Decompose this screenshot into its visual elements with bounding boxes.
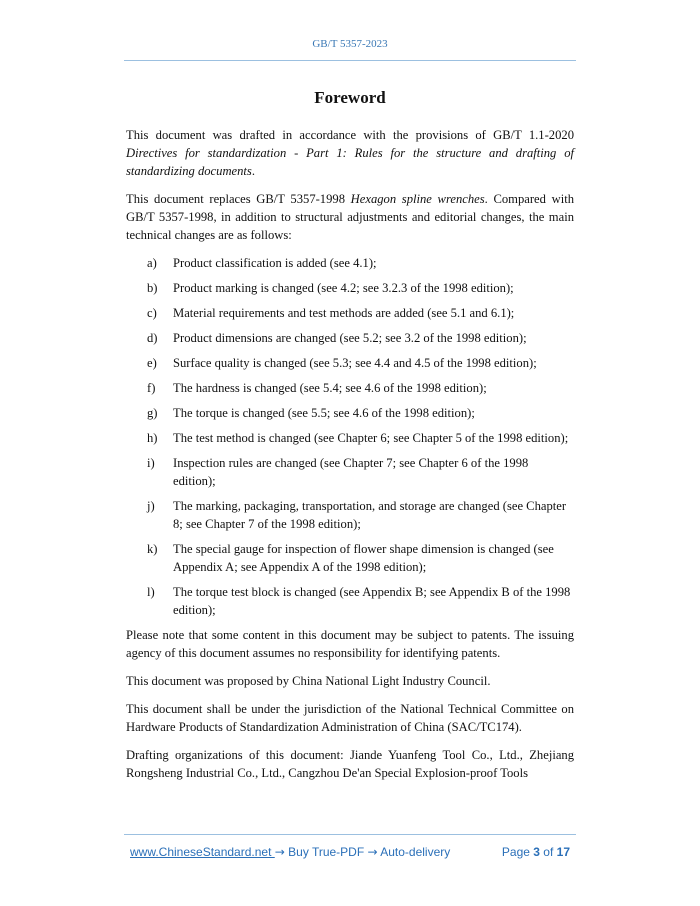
paragraph-jurisdiction: This document shall be under the jurisdiction of the National Technical Committee on Hardware Products of Standardization Administration of China (SAC/TC174). bbox=[126, 702, 574, 734]
list-item-text: Material requirements and test methods are added (see 5.1 and 6.1); bbox=[173, 306, 515, 320]
list-item-text: Surface quality is changed (see 5.3; see 4.4 and 4.5 of the 1998 edition); bbox=[173, 356, 537, 370]
page-title: Foreword bbox=[314, 88, 386, 107]
list-item bbox=[126, 329, 574, 347]
list-item bbox=[126, 379, 574, 397]
right-arrow-icon: → bbox=[367, 845, 378, 859]
list-item-text: Product marking is changed (see 4.2; see 3.2.3 of the 1998 edition); bbox=[173, 281, 514, 295]
list-item bbox=[126, 540, 574, 576]
list-item-text: The torque test block is changed (see Appendix B; see Appendix B of the 1998 edition); bbox=[173, 585, 571, 617]
list-item-text: The test method is changed (see Chapter 6; see Chapter 5 of the 1998 edition); bbox=[173, 431, 569, 445]
list-item bbox=[126, 404, 574, 422]
list-item bbox=[126, 254, 574, 272]
document-header: GB/T 5357-2023 bbox=[312, 38, 388, 50]
paragraph-text: . bbox=[251, 164, 255, 178]
replaced-standard-title-italic: Hexagon spline wrenches bbox=[350, 192, 485, 206]
list-item-text: The special gauge for inspection of flower shape dimension is changed (see Appendix A; see Appendix A of the 1998 edition); bbox=[173, 542, 554, 574]
paragraph-patents-notice: Please note that some content in this document may be subject to patents. The issuing agency of this document assumes no responsibility for identifying patents. bbox=[126, 628, 574, 660]
list-marker: l) bbox=[147, 585, 155, 599]
list-item-text: The marking, packaging, transportation, and storage are changed (see Chapter 8; see Chapter 7 of the 1998 edition); bbox=[173, 499, 567, 531]
website-link[interactable]: www.ChineseStandard.net bbox=[130, 845, 275, 859]
list-item-text: Inspection rules are changed (see Chapter 7; see Chapter 6 of the 1998 edition); bbox=[173, 456, 529, 488]
list-marker: j) bbox=[147, 499, 155, 513]
list-marker: c) bbox=[147, 306, 157, 320]
list-item bbox=[126, 279, 574, 297]
list-marker: f) bbox=[147, 381, 156, 395]
list-marker: e) bbox=[147, 356, 157, 370]
list-marker: b) bbox=[147, 281, 158, 295]
list-marker: d) bbox=[147, 331, 158, 345]
auto-delivery-text: Auto-delivery bbox=[377, 845, 451, 859]
list-item bbox=[126, 354, 574, 372]
list-item bbox=[126, 454, 574, 490]
footer-divider bbox=[124, 834, 576, 835]
page-indicator bbox=[502, 845, 570, 859]
list-item-text: The hardness is changed (see 5.4; see 4.6 of the 1998 edition); bbox=[173, 381, 487, 395]
paragraph-drafting-rules bbox=[126, 126, 574, 180]
page-of-label: of bbox=[539, 845, 557, 859]
page-current: 3 bbox=[533, 845, 540, 859]
page-label: Page bbox=[501, 845, 534, 859]
page-total: 17 bbox=[556, 845, 570, 859]
buy-pdf-text: Buy True-PDF bbox=[284, 845, 368, 859]
list-item bbox=[126, 497, 574, 533]
list-item-text: Product classification is added (see 4.1); bbox=[173, 256, 377, 270]
list-marker: i) bbox=[147, 456, 155, 470]
list-marker: k) bbox=[147, 542, 158, 556]
footer-links bbox=[130, 845, 450, 859]
list-item bbox=[126, 429, 574, 447]
list-item bbox=[126, 304, 574, 322]
paragraph-replacement bbox=[126, 190, 574, 244]
list-item-text: The torque is changed (see 5.5; see 4.6 of the 1998 edition); bbox=[173, 406, 475, 420]
list-marker: a) bbox=[147, 256, 157, 270]
paragraph-text: . Compared with GB/T 5357-1998, in addition to structural adjustments and editorial changes, the main technical changes are as follows: bbox=[126, 192, 574, 242]
paragraph-text: This document was drafted in accordance with the provisions of GB/T 1.1-2020 bbox=[126, 128, 574, 142]
list-marker: g) bbox=[147, 406, 158, 420]
list-marker: h) bbox=[147, 431, 158, 445]
right-arrow-icon: → bbox=[274, 845, 285, 859]
technical-changes-list bbox=[126, 254, 574, 619]
paragraph-text: This document replaces GB/T 5357-1998 bbox=[126, 192, 351, 206]
page-footer bbox=[130, 845, 576, 861]
paragraph-drafting-organizations: Drafting organizations of this document: Jiande Yuanfeng Tool Co., Ltd., Zhejiang Rongsheng Industrial Co., Ltd., Cangzhou De'an Special Explosion-proof Tools bbox=[126, 748, 574, 780]
list-item-text: Product dimensions are changed (see 5.2; see 3.2 of the 1998 edition); bbox=[173, 331, 527, 345]
standard-title-italic: Directives for standardization - Part 1: Rules for the structure and drafting of standardizing documents bbox=[126, 146, 574, 178]
list-item bbox=[126, 583, 574, 619]
document-body bbox=[126, 126, 574, 792]
header-divider bbox=[124, 60, 576, 61]
paragraph-proposer: This document was proposed by China National Light Industry Council. bbox=[126, 674, 491, 688]
